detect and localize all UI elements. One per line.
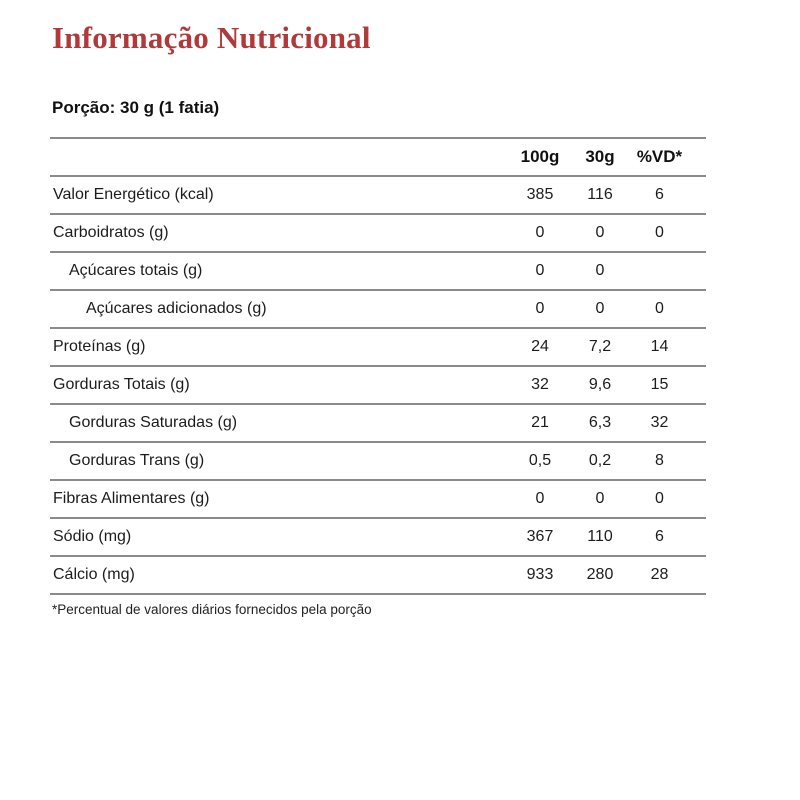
value-30g: 0 xyxy=(575,480,625,518)
value-vd: 0 xyxy=(625,290,706,328)
value-vd: 15 xyxy=(625,366,706,404)
value-30g: 0 xyxy=(575,290,625,328)
value-30g: 6,3 xyxy=(575,404,625,442)
value-vd: 8 xyxy=(625,442,706,480)
table-row xyxy=(50,176,706,214)
nutrition-table-body xyxy=(50,176,706,594)
value-100g: 21 xyxy=(505,404,575,442)
value-vd: 32 xyxy=(625,404,706,442)
value-vd: 28 xyxy=(625,556,706,594)
table-row xyxy=(50,290,706,328)
value-30g: 0 xyxy=(575,214,625,252)
value-30g: 280 xyxy=(575,556,625,594)
value-100g: 0,5 xyxy=(505,442,575,480)
value-30g: 110 xyxy=(575,518,625,556)
value-100g: 24 xyxy=(505,328,575,366)
table-row xyxy=(50,518,706,556)
value-vd: 14 xyxy=(625,328,706,366)
footnote: *Percentual de valores diários fornecidos pela porção xyxy=(52,602,372,617)
table-row xyxy=(50,366,706,404)
table-header-row xyxy=(50,138,706,176)
value-vd: 6 xyxy=(625,176,706,214)
table-row xyxy=(50,480,706,518)
value-100g: 933 xyxy=(505,556,575,594)
nutrient-label: Proteínas (g) xyxy=(50,328,505,366)
nutrient-label: Gorduras Totais (g) xyxy=(50,366,505,404)
column-header-100g: 100g xyxy=(505,138,575,176)
page-title: Informação Nutricional xyxy=(52,20,371,55)
value-30g: 9,6 xyxy=(575,366,625,404)
nutrient-label: Fibras Alimentares (g) xyxy=(50,480,505,518)
column-header-blank xyxy=(50,138,505,176)
table-row xyxy=(50,328,706,366)
value-100g: 385 xyxy=(505,176,575,214)
nutrition-table xyxy=(50,137,706,595)
nutrient-label: Cálcio (mg) xyxy=(50,556,505,594)
value-100g: 0 xyxy=(505,480,575,518)
value-30g: 7,2 xyxy=(575,328,625,366)
table-row xyxy=(50,404,706,442)
value-30g: 116 xyxy=(575,176,625,214)
table-row xyxy=(50,442,706,480)
value-vd: 0 xyxy=(625,480,706,518)
nutrient-label: Gorduras Saturadas (g) xyxy=(50,404,505,442)
table-row xyxy=(50,214,706,252)
serving-size: Porção: 30 g (1 fatia) xyxy=(52,98,220,117)
value-30g: 0,2 xyxy=(575,442,625,480)
value-vd: 0 xyxy=(625,214,706,252)
table-row xyxy=(50,556,706,594)
column-header-30g: 30g xyxy=(575,138,625,176)
nutrient-label: Açúcares adicionados (g) xyxy=(50,290,505,328)
table-row xyxy=(50,252,706,290)
column-header-vd: %VD* xyxy=(625,138,706,176)
value-100g: 367 xyxy=(505,518,575,556)
value-vd: 6 xyxy=(625,518,706,556)
value-100g: 0 xyxy=(505,290,575,328)
nutrient-label: Gorduras Trans (g) xyxy=(50,442,505,480)
value-vd xyxy=(625,252,706,290)
value-100g: 32 xyxy=(505,366,575,404)
nutrient-label: Açúcares totais (g) xyxy=(50,252,505,290)
nutrient-label: Sódio (mg) xyxy=(50,518,505,556)
value-30g: 0 xyxy=(575,252,625,290)
value-100g: 0 xyxy=(505,252,575,290)
value-100g: 0 xyxy=(505,214,575,252)
nutrient-label: Carboidratos (g) xyxy=(50,214,505,252)
nutrient-label: Valor Energético (kcal) xyxy=(50,176,505,214)
